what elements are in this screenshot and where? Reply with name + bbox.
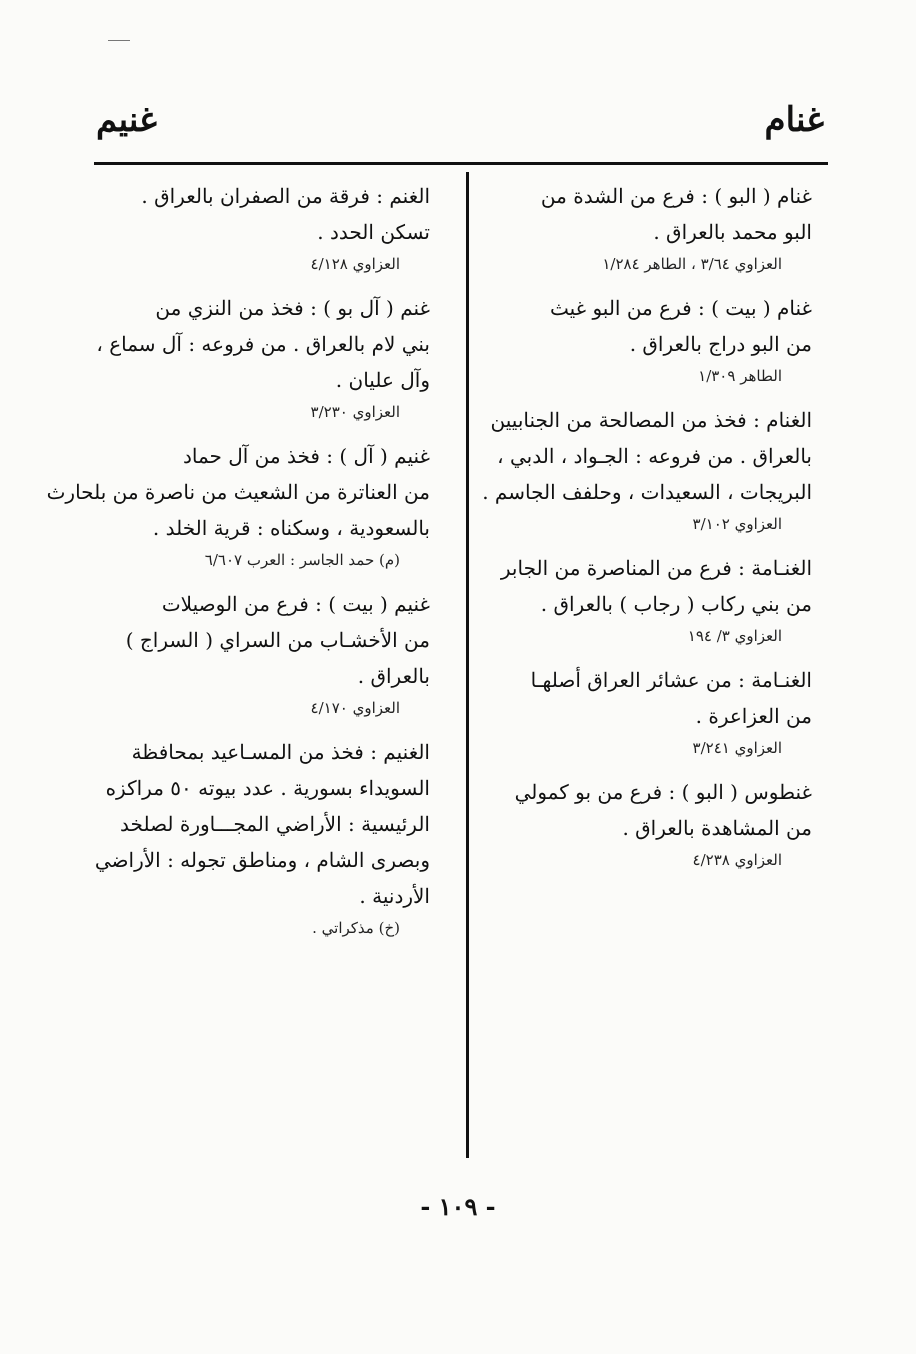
entry-line: من المشاهدة بالعراق . [622, 816, 812, 840]
entry-reference: العزاوي ٤/٢٣٨ [692, 851, 782, 869]
entry [94, 586, 430, 722]
entry-reference: العزاوي ٤/١٢٨ [310, 255, 400, 273]
entry-reference: الطاهر ١/٣٠٩ [698, 367, 782, 385]
right-column [484, 178, 812, 886]
entry [484, 774, 812, 874]
entry-line: من العناترة من الشعيث من ناصرة من بلحارث [46, 480, 430, 504]
entry-line: من العزاعرة . [695, 704, 812, 728]
entry-line: البريجات ، السعيدات ، وحلفف الجاسم . [482, 480, 812, 504]
entry [484, 178, 812, 278]
entry-line: الرئيسية : الأراضي المجـــاورة لصلخد [120, 812, 430, 836]
entry-line: من الأخشـاب من السراي ( السراج ) [125, 628, 430, 652]
entry-line: من بني ركاب ( رجاب ) بالعراق . [540, 592, 812, 616]
entry-line: بني لام بالعراق . من فروعه : آل سماع ، [96, 332, 430, 356]
entry-line: الأردنية . [359, 884, 430, 908]
entry-heading-line: غنام ( البو ) : فرع من الشدة من [540, 184, 812, 208]
entry-line: من البو دراج بالعراق . [629, 332, 812, 356]
entry [94, 178, 430, 278]
entry-heading-line: غنم ( آل بو ) : فخذ من النزي من [155, 296, 430, 320]
entry-reference: العزاوي ٤/١٧٠ [310, 699, 400, 717]
entry [484, 402, 812, 538]
column-divider [466, 172, 469, 1158]
entry-heading-line: الغنـامة : فرع من المناصرة من الجابر [500, 556, 812, 580]
entry-heading-line: الغنيم : فخذ من المسـاعيد بمحافظة [131, 740, 430, 764]
entry-heading-line: الغنم : فرقة من الصفران بالعراق . [141, 184, 430, 208]
entry-line: بالسعودية ، وسكناه : قرية الخلد . [152, 516, 430, 540]
entry-reference: (م) حمد الجاسر : العرب ٦/٦٠٧ [204, 551, 400, 569]
header-word-left: غنيم [96, 100, 157, 140]
entry-line: وآل عليان . [335, 368, 430, 392]
header-word-right: غنام [764, 100, 824, 140]
entry-line: السويداء بسورية . عدد بيوته ٥٠ مراكزه [105, 776, 430, 800]
entry [46, 438, 430, 574]
top-mark [108, 40, 130, 41]
entry [94, 290, 430, 426]
page-number: - ١٠٩ - [420, 1192, 496, 1221]
header-rule [94, 162, 828, 165]
entry-heading-line: غنيم ( بيت ) : فرع من الوصيلات [161, 592, 430, 616]
entry-reference: (خ) مذكراتي . [312, 919, 400, 937]
entry-heading-line: الغنام : فخذ من المصالحة من الجنابيين [490, 408, 812, 432]
entry-reference: العزاوي ٣/١٠٢ [692, 515, 782, 533]
entry [484, 550, 812, 650]
entry-reference: العزاوي ٣/٢٤١ [692, 739, 782, 757]
entry [484, 290, 812, 390]
entry [484, 662, 812, 762]
entry-heading-line: غنطوس ( البو ) : فرع من بو كمولي [514, 780, 812, 804]
entry-line: وبصرى الشام ، ومناطق تجوله : الأراضي [94, 848, 430, 872]
entry-line: بالعراق . من فروعه : الجـواد ، الدبي ، [497, 444, 812, 468]
entry-line: تسكن الحدد . [317, 220, 430, 244]
entry [94, 734, 430, 942]
entry-heading-line: غنام ( بيت ) : فرع من البو غيث [549, 296, 812, 320]
entry-reference: العزاوي ٣/ ١٩٤ [687, 627, 782, 645]
entry-line: البو محمد بالعراق . [653, 220, 812, 244]
entry-reference: العزاوي ٣/٦٤ ، الطاهر ١/٢٨٤ [602, 255, 782, 273]
entry-reference: العزاوي ٣/٢٣٠ [310, 403, 400, 421]
entry-line: بالعراق . [357, 664, 430, 688]
entry-heading-line: غنيم ( آل ) : فخذ من آل حماد [182, 444, 430, 468]
left-column [46, 178, 430, 954]
entry-heading-line: الغنـامة : من عشائر العراق أصلهـا [530, 668, 812, 692]
